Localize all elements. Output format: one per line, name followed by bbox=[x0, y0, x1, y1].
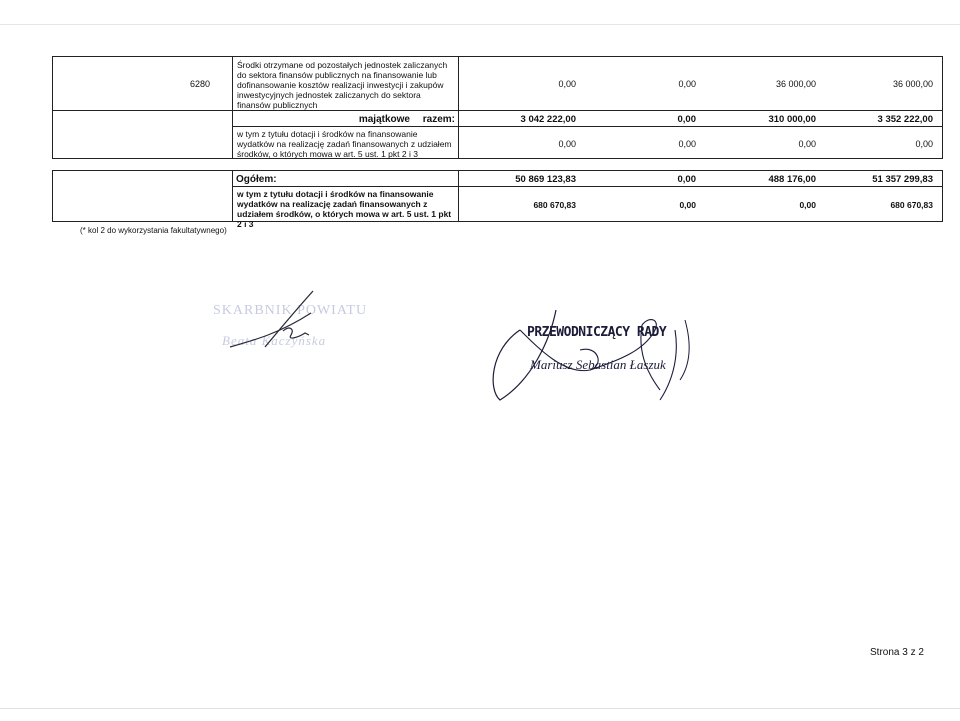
scan-artifact-top bbox=[0, 24, 960, 25]
value-col-2: 0,00 bbox=[678, 79, 696, 89]
value-col-4: 36 000,00 bbox=[892, 79, 933, 89]
treasurer-signature bbox=[225, 285, 345, 360]
subtotal-value-col-1: 3 042 222,00 bbox=[520, 114, 576, 125]
total-value-col-1: 50 869 123,83 bbox=[515, 174, 576, 185]
subtotal-detail-col-3: 0,00 bbox=[798, 139, 816, 149]
total-detail-col-2: 0,00 bbox=[679, 200, 696, 210]
column-divider bbox=[52, 56, 53, 110]
total-detail-col-4: 680 670,83 bbox=[890, 200, 933, 210]
total-label: Ogółem: bbox=[236, 174, 277, 185]
total-detail-description: w tym z tytułu dotacji i środków na finansowanie wydatków na realizację zadań finansowanych z udziałem środków, o których mowa w art. 5 ust. 1 pkt 2 i 3 bbox=[237, 189, 452, 229]
subtotal-value-col-4: 3 352 222,00 bbox=[877, 114, 933, 125]
classification-code: 6280 bbox=[190, 79, 211, 89]
subtotal-detail-col-2: 0,00 bbox=[678, 139, 696, 149]
subtotal-value-col-3: 310 000,00 bbox=[768, 114, 816, 125]
total-value-col-3: 488 176,00 bbox=[768, 174, 816, 185]
subtotal-detail-col-4: 0,00 bbox=[915, 139, 933, 149]
column-divider bbox=[232, 56, 233, 159]
value-col-1: 0,00 bbox=[558, 79, 576, 89]
chairman-stamp-name: Mariusz Sebastian Łaszuk bbox=[530, 357, 666, 372]
subtotal-value-col-2: 0,00 bbox=[677, 114, 696, 125]
total-value-col-2: 0,00 bbox=[677, 174, 696, 185]
column-divider bbox=[232, 170, 233, 222]
footnote: (* kol 2 do wykorzystania fakultatywnego) bbox=[80, 226, 227, 235]
value-col-3: 36 000,00 bbox=[775, 79, 816, 89]
total-value-col-4: 51 357 299,83 bbox=[872, 174, 933, 185]
row-divider bbox=[232, 186, 943, 187]
row-divider bbox=[52, 110, 943, 111]
subtotal-label: majątkowe razem: bbox=[358, 114, 455, 125]
subtotal-detail-description: w tym z tytułu dotacji i środków na finansowanie wydatków na realizację zadań finansowanych z udziałem środków, o których mowa w art. 5 ust. 1 pkt 2 i 3 bbox=[237, 129, 452, 159]
treasurer-stamp-name: Beata Kaczyńska bbox=[222, 333, 327, 348]
chairman-signature bbox=[470, 290, 710, 410]
row-description: Środki otrzymane od pozostałych jednostek zaliczanych do sektora finansów publicznych na finansowanie lub dofinansowanie kosztów realizacji inwestycji i zakupów inwestycyjnych jednostek zaliczanych do sektora finansów publicznych bbox=[237, 60, 448, 110]
total-detail-col-1: 680 670,83 bbox=[533, 200, 576, 210]
subtotal-detail-col-1: 0,00 bbox=[558, 139, 576, 149]
total-detail-col-3: 0,00 bbox=[799, 200, 816, 210]
column-divider bbox=[458, 170, 459, 222]
row-divider bbox=[232, 126, 943, 127]
page-number: Strona 3 z 2 bbox=[870, 647, 924, 658]
chairman-stamp-title: PRZEWODNICZĄCY RADY bbox=[527, 325, 667, 340]
column-divider bbox=[458, 56, 459, 159]
treasurer-stamp-title: SKARBNIK POWIATU bbox=[213, 303, 368, 318]
scan-artifact-bottom bbox=[0, 708, 960, 709]
